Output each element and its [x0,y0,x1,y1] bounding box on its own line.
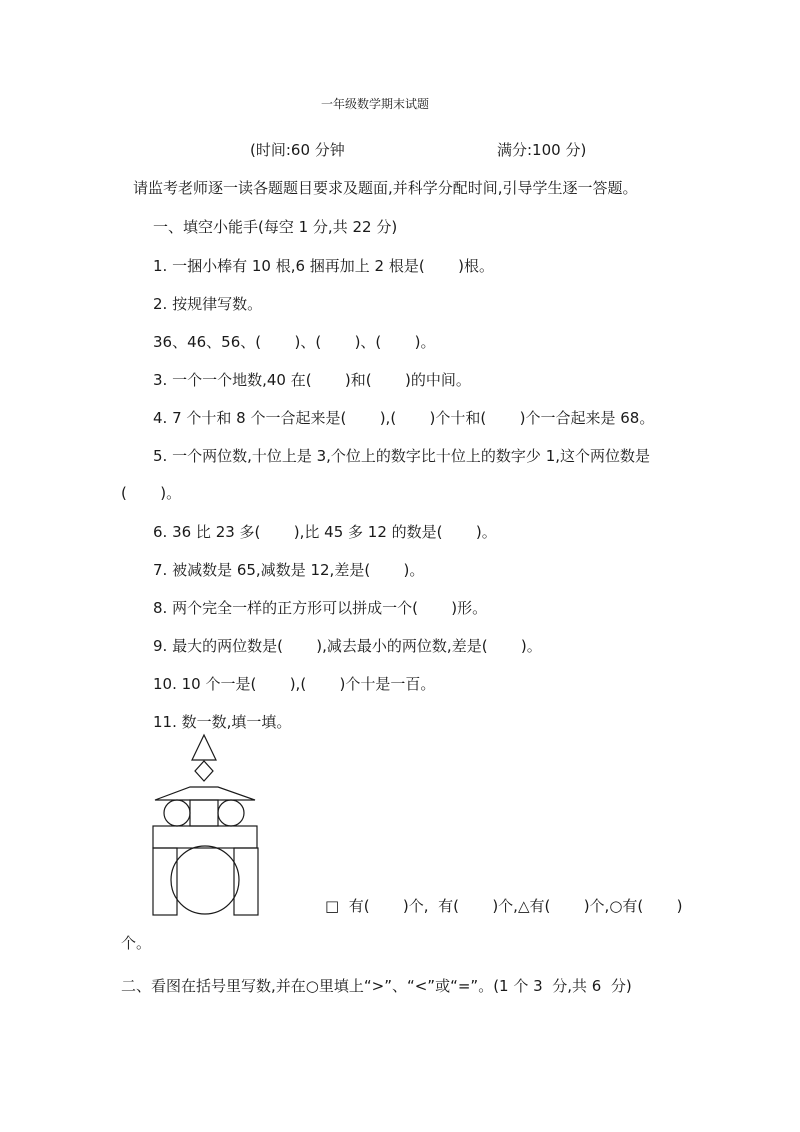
question-9: 9. 最大的两位数是( ),减去最小的两位数,差是( )。 [153,637,542,655]
instructions: 请监考老师逐一读各题题目要求及题面,并科学分配时间,引导学生逐一答题。 [133,179,638,197]
question-8: 8. 两个完全一样的正方形可以拼成一个( )形。 [153,599,488,617]
question-1: 1. 一捆小棒有 10 根,6 捆再加上 2 根是( )根。 [153,257,494,275]
shapes-figure [150,733,262,917]
right-pillar-shape [234,848,258,915]
big-circle-shape [171,846,239,914]
roof-trapezoid-shape [155,787,255,800]
question-4: 4. 7 个十和 8 个一合起来是( ),( )个十和( )个一合起来是 68。 [153,409,655,427]
question-2: 2. 按规律写数。 [153,295,263,313]
section-1-heading: 一、填空小能手(每空 1 分,共 22 分) [153,218,398,236]
middle-square-shape [190,800,218,826]
question-2-sequence: 36、46、56、( )、( )、( )。 [153,333,436,351]
full-score: 满分:100 分) [497,141,587,159]
question-7: 7. 被减数是 65,减数是 12,差是( )。 [153,561,425,579]
question-10: 10. 10 个一是( ),( )个十是一百。 [153,675,436,693]
left-pillar-shape [153,848,177,915]
page-title: 一年级数学期末试题 [320,97,429,111]
question-6: 6. 36 比 23 多( ),比 45 多 12 的数是( )。 [153,523,497,541]
beam-rectangle-shape [153,826,257,848]
diamond-shape [195,761,213,781]
question-11: 11. 数一数,填一填。 [153,713,292,731]
section-2-heading: 二、看图在括号里写数,并在○里填上“>”、“<”或“=”。(1 个 3 分,共 6 分) [121,977,632,995]
question-11-answer-line: □ 有( )个, 有( )个,△有( )个,○有( ) [325,897,683,915]
question-5: 5. 一个两位数,十位上是 3,个位上的数字比十位上的数字少 1,这个两位数是 [153,447,651,465]
time-limit: (时间:60 分钟 [250,141,345,159]
right-circle-shape [218,800,244,826]
left-circle-shape [164,800,190,826]
question-3: 3. 一个一个地数,40 在( )和( )的中间。 [153,371,471,389]
top-triangle-shape [192,735,216,760]
question-11-answer-end: 个。 [121,934,152,952]
question-5-continued: ( )。 [121,484,182,502]
